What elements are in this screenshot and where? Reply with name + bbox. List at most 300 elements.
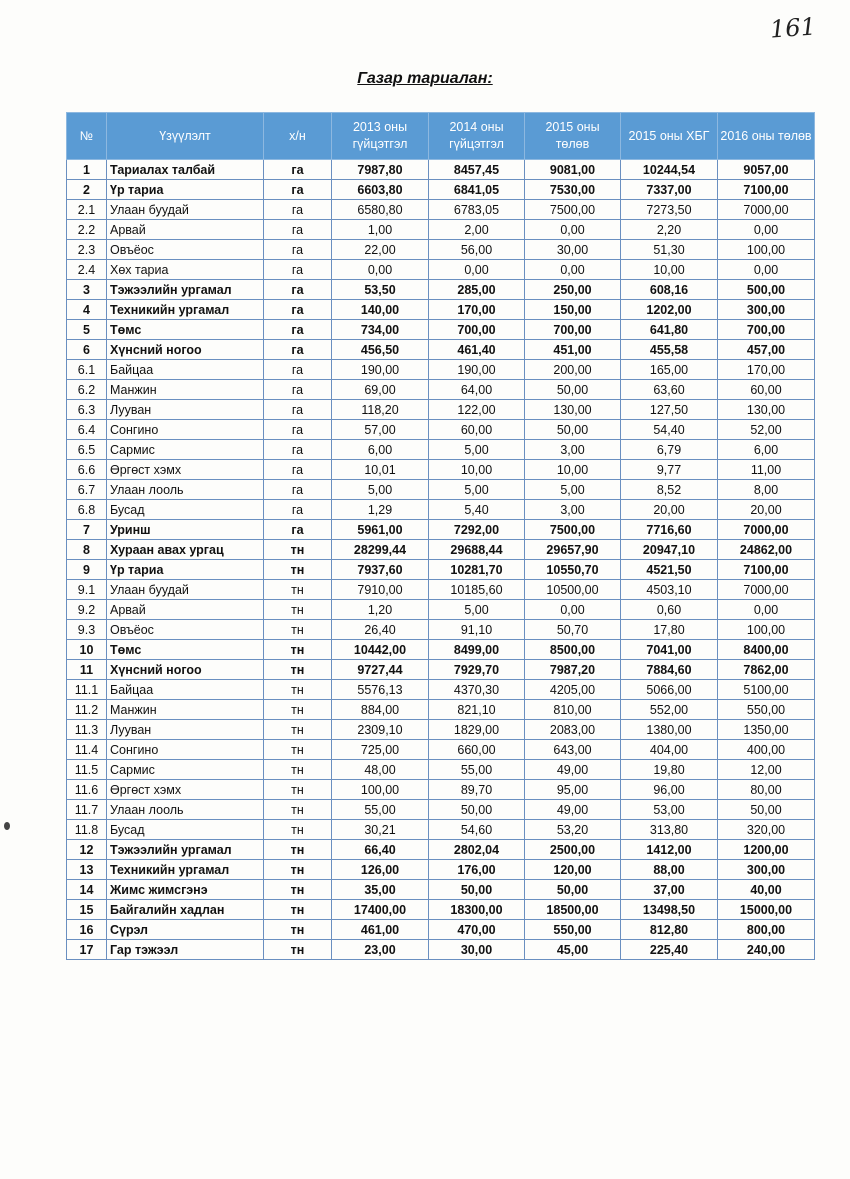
- row-unit: га: [264, 200, 332, 220]
- row-2014-actual: 50,00: [429, 880, 525, 900]
- row-indicator: Улаан лооль: [107, 800, 264, 820]
- row-number: 11.8: [67, 820, 107, 840]
- row-indicator: Сармис: [107, 760, 264, 780]
- table-row: [67, 720, 815, 740]
- row-2014-actual: 91,10: [429, 620, 525, 640]
- row-2016-plan: 800,00: [718, 920, 815, 940]
- row-2015-hbg: 63,60: [621, 380, 718, 400]
- row-2016-plan: 240,00: [718, 940, 815, 960]
- row-2015-plan: 130,00: [525, 400, 621, 420]
- row-2013-actual: 23,00: [332, 940, 429, 960]
- row-2014-actual: 54,60: [429, 820, 525, 840]
- row-2015-plan: 7500,00: [525, 520, 621, 540]
- row-2013-actual: 456,50: [332, 340, 429, 360]
- crop-statistics-table: [66, 112, 815, 960]
- row-number: 6.4: [67, 420, 107, 440]
- row-unit: тн: [264, 900, 332, 920]
- row-2015-hbg: 7337,00: [621, 180, 718, 200]
- row-indicator: Гар тэжээл: [107, 940, 264, 960]
- row-unit: га: [264, 420, 332, 440]
- row-number: 11.1: [67, 680, 107, 700]
- row-2015-plan: 9081,00: [525, 160, 621, 180]
- table-row: [67, 340, 815, 360]
- row-2015-hbg: 7884,60: [621, 660, 718, 680]
- row-unit: тн: [264, 580, 332, 600]
- row-2015-hbg: 641,80: [621, 320, 718, 340]
- row-2015-plan: 45,00: [525, 940, 621, 960]
- row-2016-plan: 20,00: [718, 500, 815, 520]
- table-row: [67, 680, 815, 700]
- row-2015-hbg: 54,40: [621, 420, 718, 440]
- table-row: [67, 640, 815, 660]
- row-number: 2.1: [67, 200, 107, 220]
- row-2015-hbg: 51,30: [621, 240, 718, 260]
- row-2013-actual: 884,00: [332, 700, 429, 720]
- row-2016-plan: 400,00: [718, 740, 815, 760]
- row-indicator: Хөх тариа: [107, 260, 264, 280]
- row-indicator: Арвай: [107, 600, 264, 620]
- table-row: [67, 620, 815, 640]
- row-2016-plan: 40,00: [718, 880, 815, 900]
- row-2015-plan: 7987,20: [525, 660, 621, 680]
- row-2013-actual: 734,00: [332, 320, 429, 340]
- row-2015-plan: 0,00: [525, 260, 621, 280]
- row-2016-plan: 60,00: [718, 380, 815, 400]
- table-row: [67, 200, 815, 220]
- row-number: 6.2: [67, 380, 107, 400]
- row-2015-hbg: 0,60: [621, 600, 718, 620]
- row-2015-hbg: 17,80: [621, 620, 718, 640]
- row-2013-actual: 100,00: [332, 780, 429, 800]
- table-body: [67, 160, 815, 960]
- row-2015-hbg: 37,00: [621, 880, 718, 900]
- header-2015-plan: 2015 оны төлөв: [525, 113, 621, 160]
- row-2015-hbg: 7041,00: [621, 640, 718, 660]
- row-2015-plan: 451,00: [525, 340, 621, 360]
- row-number: 7: [67, 520, 107, 540]
- table-row: [67, 660, 815, 680]
- row-unit: га: [264, 240, 332, 260]
- table-row: [67, 300, 815, 320]
- row-indicator: Өргөст хэмх: [107, 460, 264, 480]
- row-2013-actual: 5,00: [332, 480, 429, 500]
- table-row: [67, 580, 815, 600]
- table-row: [67, 540, 815, 560]
- row-2015-plan: 2500,00: [525, 840, 621, 860]
- row-2014-actual: 5,00: [429, 600, 525, 620]
- row-number: 8: [67, 540, 107, 560]
- row-2015-plan: 50,70: [525, 620, 621, 640]
- table-row: [67, 180, 815, 200]
- row-unit: тн: [264, 560, 332, 580]
- row-unit: тн: [264, 820, 332, 840]
- row-2015-hbg: 404,00: [621, 740, 718, 760]
- row-2013-actual: 35,00: [332, 880, 429, 900]
- row-2015-hbg: 455,58: [621, 340, 718, 360]
- row-2013-actual: 126,00: [332, 860, 429, 880]
- row-2014-actual: 1829,00: [429, 720, 525, 740]
- row-number: 2.3: [67, 240, 107, 260]
- row-2015-hbg: 4503,10: [621, 580, 718, 600]
- row-2014-actual: 18300,00: [429, 900, 525, 920]
- row-number: 11.5: [67, 760, 107, 780]
- header-2016-plan: 2016 оны төлөв: [718, 113, 815, 160]
- document-title: Газар тариалан:: [357, 70, 493, 87]
- table-row: [67, 740, 815, 760]
- row-number: 3: [67, 280, 107, 300]
- row-2016-plan: 7000,00: [718, 580, 815, 600]
- row-2013-actual: 10,01: [332, 460, 429, 480]
- row-2015-hbg: 313,80: [621, 820, 718, 840]
- row-2013-actual: 190,00: [332, 360, 429, 380]
- row-2015-plan: 7530,00: [525, 180, 621, 200]
- row-2013-actual: 7910,00: [332, 580, 429, 600]
- row-2016-plan: 130,00: [718, 400, 815, 420]
- row-2016-plan: 11,00: [718, 460, 815, 480]
- table-row: [67, 500, 815, 520]
- row-number: 6.1: [67, 360, 107, 380]
- row-2015-plan: 4205,00: [525, 680, 621, 700]
- row-2015-hbg: 10,00: [621, 260, 718, 280]
- row-number: 5: [67, 320, 107, 340]
- row-indicator: Хүнсний ногоо: [107, 660, 264, 680]
- row-2015-plan: 810,00: [525, 700, 621, 720]
- table-row: [67, 280, 815, 300]
- row-indicator: Хураан авах ургац: [107, 540, 264, 560]
- row-2014-actual: 7929,70: [429, 660, 525, 680]
- row-2013-actual: 10442,00: [332, 640, 429, 660]
- row-unit: га: [264, 360, 332, 380]
- row-2015-hbg: 4521,50: [621, 560, 718, 580]
- row-number: 6.3: [67, 400, 107, 420]
- table-row: [67, 800, 815, 820]
- row-2014-actual: 5,00: [429, 480, 525, 500]
- row-2015-plan: 29657,90: [525, 540, 621, 560]
- row-unit: тн: [264, 880, 332, 900]
- row-indicator: Жимс жимсгэнэ: [107, 880, 264, 900]
- table-row: [67, 420, 815, 440]
- row-unit: тн: [264, 740, 332, 760]
- row-indicator: Тариалах талбай: [107, 160, 264, 180]
- row-2016-plan: 6,00: [718, 440, 815, 460]
- row-2015-plan: 0,00: [525, 220, 621, 240]
- table-row: [67, 240, 815, 260]
- row-unit: тн: [264, 840, 332, 860]
- row-2014-actual: 660,00: [429, 740, 525, 760]
- row-number: 9.1: [67, 580, 107, 600]
- row-2016-plan: 300,00: [718, 300, 815, 320]
- row-number: 11: [67, 660, 107, 680]
- row-2015-hbg: 1380,00: [621, 720, 718, 740]
- table-row: [67, 460, 815, 480]
- row-2013-actual: 5576,13: [332, 680, 429, 700]
- row-2014-actual: 10,00: [429, 460, 525, 480]
- row-2013-actual: 48,00: [332, 760, 429, 780]
- row-2015-plan: 7500,00: [525, 200, 621, 220]
- row-2016-plan: 5100,00: [718, 680, 815, 700]
- row-2015-plan: 250,00: [525, 280, 621, 300]
- row-unit: га: [264, 480, 332, 500]
- row-2013-actual: 57,00: [332, 420, 429, 440]
- table-row: [67, 600, 815, 620]
- row-2015-hbg: 53,00: [621, 800, 718, 820]
- row-2015-plan: 2083,00: [525, 720, 621, 740]
- row-2016-plan: 1350,00: [718, 720, 815, 740]
- row-2013-actual: 140,00: [332, 300, 429, 320]
- row-2015-plan: 10500,00: [525, 580, 621, 600]
- row-unit: га: [264, 440, 332, 460]
- row-2014-actual: 6783,05: [429, 200, 525, 220]
- row-2015-plan: 3,00: [525, 440, 621, 460]
- row-2014-actual: 56,00: [429, 240, 525, 260]
- row-number: 11.2: [67, 700, 107, 720]
- row-2016-plan: 52,00: [718, 420, 815, 440]
- table-row: [67, 320, 815, 340]
- row-2015-hbg: 5066,00: [621, 680, 718, 700]
- row-2015-plan: 550,00: [525, 920, 621, 940]
- row-2016-plan: 15000,00: [718, 900, 815, 920]
- row-number: 2: [67, 180, 107, 200]
- row-unit: тн: [264, 720, 332, 740]
- row-2015-hbg: 165,00: [621, 360, 718, 380]
- table-row: [67, 700, 815, 720]
- row-unit: га: [264, 260, 332, 280]
- row-2014-actual: 122,00: [429, 400, 525, 420]
- row-2013-actual: 9727,44: [332, 660, 429, 680]
- row-2014-actual: 29688,44: [429, 540, 525, 560]
- row-2015-plan: 50,00: [525, 880, 621, 900]
- row-unit: га: [264, 400, 332, 420]
- row-indicator: Тэжээлийн ургамал: [107, 280, 264, 300]
- row-indicator: Төмс: [107, 640, 264, 660]
- row-unit: га: [264, 380, 332, 400]
- row-2013-actual: 22,00: [332, 240, 429, 260]
- row-indicator: Бусад: [107, 820, 264, 840]
- row-2013-actual: 0,00: [332, 260, 429, 280]
- table-row: [67, 480, 815, 500]
- row-2015-hbg: 225,40: [621, 940, 718, 960]
- row-2014-actual: 5,40: [429, 500, 525, 520]
- row-indicator: Лууван: [107, 720, 264, 740]
- row-number: 9.3: [67, 620, 107, 640]
- row-2016-plan: 100,00: [718, 240, 815, 260]
- row-2015-plan: 120,00: [525, 860, 621, 880]
- row-2015-hbg: 608,16: [621, 280, 718, 300]
- table-row: [67, 780, 815, 800]
- row-2014-actual: 8457,45: [429, 160, 525, 180]
- row-2015-plan: 50,00: [525, 380, 621, 400]
- row-2013-actual: 17400,00: [332, 900, 429, 920]
- header-number: №: [67, 113, 107, 160]
- row-number: 17: [67, 940, 107, 960]
- table-row: [67, 760, 815, 780]
- row-2013-actual: 6,00: [332, 440, 429, 460]
- row-2016-plan: 8,00: [718, 480, 815, 500]
- row-2016-plan: 320,00: [718, 820, 815, 840]
- row-2016-plan: 7000,00: [718, 200, 815, 220]
- table-row: [67, 860, 815, 880]
- row-2013-actual: 2309,10: [332, 720, 429, 740]
- row-2015-hbg: 20947,10: [621, 540, 718, 560]
- row-2015-plan: 10,00: [525, 460, 621, 480]
- table-row: [67, 900, 815, 920]
- row-indicator: Сармис: [107, 440, 264, 460]
- row-2013-actual: 26,40: [332, 620, 429, 640]
- row-indicator: Байцаа: [107, 360, 264, 380]
- row-2013-actual: 1,20: [332, 600, 429, 620]
- row-indicator: Овъёос: [107, 620, 264, 640]
- row-indicator: Техникийн ургамал: [107, 860, 264, 880]
- row-indicator: Үр тариа: [107, 560, 264, 580]
- table-row: [67, 360, 815, 380]
- row-unit: га: [264, 220, 332, 240]
- row-2015-hbg: 19,80: [621, 760, 718, 780]
- row-2014-actual: 89,70: [429, 780, 525, 800]
- row-2014-actual: 10185,60: [429, 580, 525, 600]
- row-2016-plan: 7862,00: [718, 660, 815, 680]
- row-unit: тн: [264, 680, 332, 700]
- row-unit: га: [264, 320, 332, 340]
- row-unit: тн: [264, 920, 332, 940]
- row-number: 1: [67, 160, 107, 180]
- row-2013-actual: 66,40: [332, 840, 429, 860]
- row-unit: тн: [264, 640, 332, 660]
- row-2015-plan: 10550,70: [525, 560, 621, 580]
- header-unit: х/н: [264, 113, 332, 160]
- row-number: 6.8: [67, 500, 107, 520]
- row-2015-hbg: 7273,50: [621, 200, 718, 220]
- row-number: 9: [67, 560, 107, 580]
- row-unit: тн: [264, 940, 332, 960]
- row-2015-hbg: 1412,00: [621, 840, 718, 860]
- row-2014-actual: 176,00: [429, 860, 525, 880]
- row-unit: тн: [264, 800, 332, 820]
- row-2013-actual: 6603,80: [332, 180, 429, 200]
- row-2014-actual: 10281,70: [429, 560, 525, 580]
- row-indicator: Хүнсний ногоо: [107, 340, 264, 360]
- row-2016-plan: 9057,00: [718, 160, 815, 180]
- row-2015-hbg: 2,20: [621, 220, 718, 240]
- row-2014-actual: 60,00: [429, 420, 525, 440]
- row-2013-actual: 28299,44: [332, 540, 429, 560]
- row-2013-actual: 7987,80: [332, 160, 429, 180]
- row-indicator: Овъёос: [107, 240, 264, 260]
- row-indicator: Манжин: [107, 380, 264, 400]
- row-2015-hbg: 88,00: [621, 860, 718, 880]
- row-2014-actual: 7292,00: [429, 520, 525, 540]
- row-2014-actual: 2802,04: [429, 840, 525, 860]
- row-2015-plan: 200,00: [525, 360, 621, 380]
- row-2016-plan: 1200,00: [718, 840, 815, 860]
- row-2015-plan: 30,00: [525, 240, 621, 260]
- row-number: 9.2: [67, 600, 107, 620]
- row-unit: га: [264, 460, 332, 480]
- row-2015-hbg: 1202,00: [621, 300, 718, 320]
- row-2014-actual: 55,00: [429, 760, 525, 780]
- table-row: [67, 260, 815, 280]
- row-number: 11.3: [67, 720, 107, 740]
- row-number: 4: [67, 300, 107, 320]
- row-2016-plan: 500,00: [718, 280, 815, 300]
- row-unit: га: [264, 500, 332, 520]
- row-2015-plan: 643,00: [525, 740, 621, 760]
- row-2014-actual: 461,40: [429, 340, 525, 360]
- row-unit: тн: [264, 860, 332, 880]
- row-number: 15: [67, 900, 107, 920]
- row-2015-plan: 50,00: [525, 420, 621, 440]
- row-indicator: Байгалийн хадлан: [107, 900, 264, 920]
- row-unit: тн: [264, 660, 332, 680]
- row-number: 12: [67, 840, 107, 860]
- row-2014-actual: 50,00: [429, 800, 525, 820]
- row-2015-plan: 700,00: [525, 320, 621, 340]
- row-unit: тн: [264, 760, 332, 780]
- row-2016-plan: 24862,00: [718, 540, 815, 560]
- row-2015-hbg: 96,00: [621, 780, 718, 800]
- row-2014-actual: 0,00: [429, 260, 525, 280]
- row-2014-actual: 2,00: [429, 220, 525, 240]
- row-2016-plan: 7100,00: [718, 560, 815, 580]
- row-number: 16: [67, 920, 107, 940]
- row-2014-actual: 8499,00: [429, 640, 525, 660]
- handwritten-page-number: 161: [769, 12, 817, 44]
- row-indicator: Сонгино: [107, 740, 264, 760]
- row-2015-plan: 0,00: [525, 600, 621, 620]
- row-indicator: Улаан буудай: [107, 200, 264, 220]
- row-2014-actual: 190,00: [429, 360, 525, 380]
- row-2016-plan: 7000,00: [718, 520, 815, 540]
- crop-statistics-table-wrapper: [66, 112, 814, 960]
- row-number: 6: [67, 340, 107, 360]
- row-unit: тн: [264, 620, 332, 640]
- row-2015-hbg: 9,77: [621, 460, 718, 480]
- row-number: 6.5: [67, 440, 107, 460]
- row-2013-actual: 725,00: [332, 740, 429, 760]
- row-2016-plan: 0,00: [718, 600, 815, 620]
- row-indicator: Лууван: [107, 400, 264, 420]
- row-2016-plan: 457,00: [718, 340, 815, 360]
- row-unit: га: [264, 300, 332, 320]
- row-unit: тн: [264, 540, 332, 560]
- row-2015-plan: 49,00: [525, 800, 621, 820]
- row-2015-hbg: 8,52: [621, 480, 718, 500]
- header-2015-hbg: 2015 оны ХБГ: [621, 113, 718, 160]
- table-row: [67, 560, 815, 580]
- row-2014-actual: 821,10: [429, 700, 525, 720]
- row-2014-actual: 6841,05: [429, 180, 525, 200]
- row-indicator: Улаан буудай: [107, 580, 264, 600]
- row-2013-actual: 53,50: [332, 280, 429, 300]
- row-2013-actual: 30,21: [332, 820, 429, 840]
- row-number: 11.7: [67, 800, 107, 820]
- row-indicator: Бусад: [107, 500, 264, 520]
- row-2013-actual: 1,29: [332, 500, 429, 520]
- row-unit: га: [264, 280, 332, 300]
- scan-smudge: [4, 822, 10, 830]
- row-unit: тн: [264, 700, 332, 720]
- row-2015-plan: 3,00: [525, 500, 621, 520]
- row-2014-actual: 30,00: [429, 940, 525, 960]
- row-2016-plan: 50,00: [718, 800, 815, 820]
- row-indicator: Төмс: [107, 320, 264, 340]
- table-row: [67, 820, 815, 840]
- row-unit: га: [264, 180, 332, 200]
- row-2016-plan: 170,00: [718, 360, 815, 380]
- row-2014-actual: 285,00: [429, 280, 525, 300]
- row-number: 10: [67, 640, 107, 660]
- row-2014-actual: 64,00: [429, 380, 525, 400]
- row-2015-plan: 95,00: [525, 780, 621, 800]
